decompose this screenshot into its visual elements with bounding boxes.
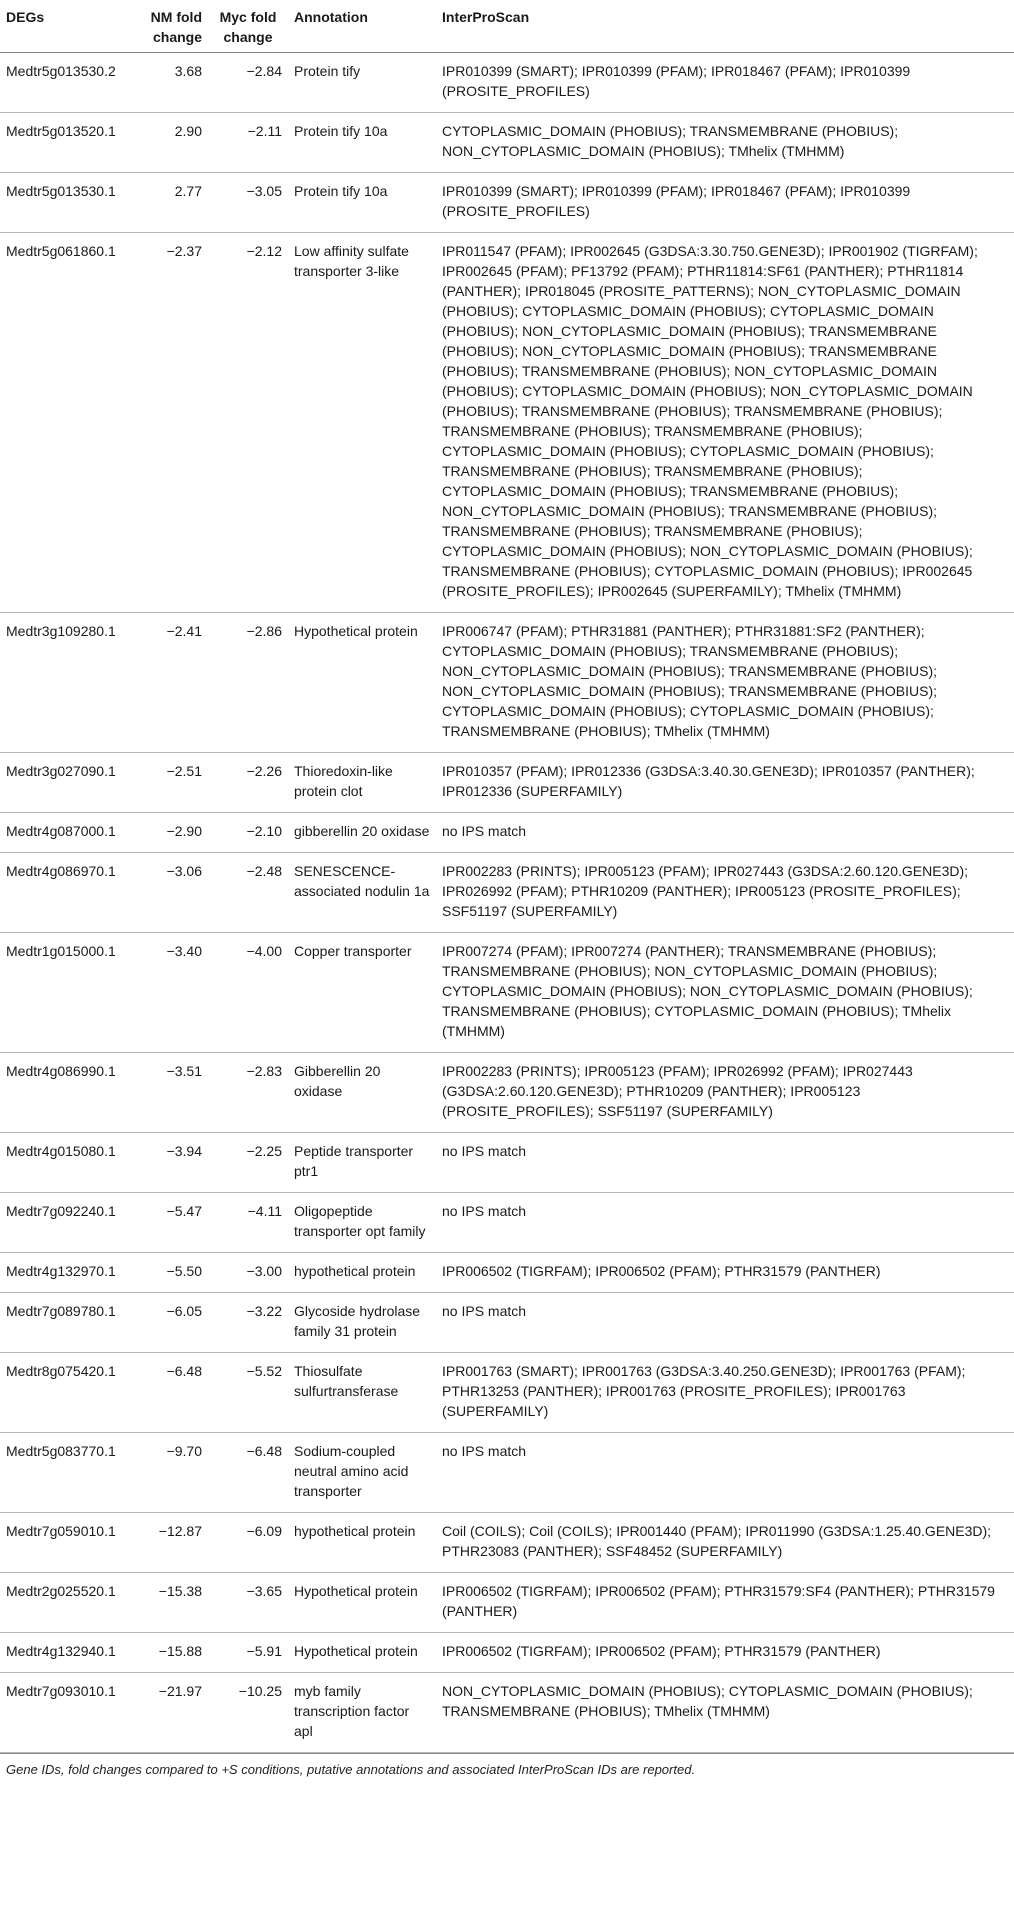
gene-id-cell: Medtr4g087000.1 xyxy=(0,813,140,853)
header-annotation: Annotation xyxy=(288,0,436,53)
annotation-cell: Hypothetical protein xyxy=(288,1633,436,1673)
annotation-cell: Gibberellin 20 oxidase xyxy=(288,1053,436,1133)
interproscan-cell: IPR002283 (PRINTS); IPR005123 (PFAM); IPR027443 (G3DSA:2.60.120.GENE3D); IPR026992 (PFAM); PTHR10209 (PANTHER); IPR005123 (PROSITE_PROFILES); SSF51197 (SUPERFAMILY) xyxy=(436,853,1014,933)
annotation-cell: Copper transporter xyxy=(288,933,436,1053)
myc-fold-change-cell: −10.25 xyxy=(208,1673,288,1753)
interproscan-cell: IPR010399 (SMART); IPR010399 (PFAM); IPR018467 (PFAM); IPR010399 (PROSITE_PROFILES) xyxy=(436,53,1014,113)
interproscan-cell: CYTOPLASMIC_DOMAIN (PHOBIUS); TRANSMEMBRANE (PHOBIUS); NON_CYTOPLASMIC_DOMAIN (PHOBIUS); TMhelix (TMHMM) xyxy=(436,113,1014,173)
gene-id-cell: Medtr4g086990.1 xyxy=(0,1053,140,1133)
nm-fold-change-cell: −2.41 xyxy=(140,613,208,753)
gene-id-cell: Medtr4g132970.1 xyxy=(0,1253,140,1293)
myc-fold-change-cell: −2.10 xyxy=(208,813,288,853)
header-myc-fold-change: Myc fold change xyxy=(208,0,288,53)
myc-fold-change-cell: −2.26 xyxy=(208,753,288,813)
gene-id-cell: Medtr2g025520.1 xyxy=(0,1573,140,1633)
interproscan-cell: no IPS match xyxy=(436,1433,1014,1513)
nm-fold-change-cell: 2.77 xyxy=(140,173,208,233)
table-header xyxy=(0,0,1014,53)
myc-fold-change-cell: −2.48 xyxy=(208,853,288,933)
myc-fold-change-cell: −3.05 xyxy=(208,173,288,233)
myc-fold-change-cell: −2.11 xyxy=(208,113,288,173)
table-row xyxy=(0,1253,1014,1293)
header-interproscan: InterProScan xyxy=(436,0,1014,53)
interproscan-cell: no IPS match xyxy=(436,1293,1014,1353)
annotation-cell: hypothetical protein xyxy=(288,1253,436,1293)
gene-id-cell: Medtr1g015000.1 xyxy=(0,933,140,1053)
myc-fold-change-cell: −2.86 xyxy=(208,613,288,753)
myc-fold-change-cell: −4.11 xyxy=(208,1193,288,1253)
table-row xyxy=(0,1433,1014,1513)
table-row xyxy=(0,933,1014,1053)
interproscan-cell: Coil (COILS); Coil (COILS); IPR001440 (PFAM); IPR011990 (G3DSA:1.25.40.GENE3D); PTHR23083 (PANTHER); SSF48452 (SUPERFAMILY) xyxy=(436,1513,1014,1573)
gene-id-cell: Medtr7g059010.1 xyxy=(0,1513,140,1573)
interproscan-cell: IPR006502 (TIGRFAM); IPR006502 (PFAM); PTHR31579:SF4 (PANTHER); PTHR31579 (PANTHER) xyxy=(436,1573,1014,1633)
annotation-cell: myb family transcription factor apl xyxy=(288,1673,436,1753)
gene-id-cell: Medtr3g109280.1 xyxy=(0,613,140,753)
table-body xyxy=(0,53,1014,1753)
gene-id-cell: Medtr7g092240.1 xyxy=(0,1193,140,1253)
table-row xyxy=(0,1053,1014,1133)
nm-fold-change-cell: −15.88 xyxy=(140,1633,208,1673)
gene-id-cell: Medtr4g086970.1 xyxy=(0,853,140,933)
annotation-cell: Protein tify 10a xyxy=(288,173,436,233)
table-row xyxy=(0,613,1014,753)
nm-fold-change-cell: −2.37 xyxy=(140,233,208,613)
nm-fold-change-cell: −6.48 xyxy=(140,1353,208,1433)
gene-id-cell: Medtr5g013520.1 xyxy=(0,113,140,173)
annotation-cell: Protein tify xyxy=(288,53,436,113)
annotation-cell: Hypothetical protein xyxy=(288,613,436,753)
myc-fold-change-cell: −3.65 xyxy=(208,1573,288,1633)
table-row xyxy=(0,1353,1014,1433)
nm-fold-change-cell: −3.40 xyxy=(140,933,208,1053)
myc-fold-change-cell: −6.09 xyxy=(208,1513,288,1573)
table-row xyxy=(0,1293,1014,1353)
interproscan-cell: IPR011547 (PFAM); IPR002645 (G3DSA:3.30.750.GENE3D); IPR001902 (TIGRFAM); IPR002645 (PFAM); PF13792 (PFAM); PTHR11814:SF61 (PANTHER); PTHR11814 (PANTHER); IPR018045 (PROSITE_PATTERNS); NON_CYTOPLASMIC_DOMAIN (PHOBIUS); CYTOPLASMIC_DOMAIN (PHOBIUS); CYTOPLASMIC_DOMAIN (PHOBIUS); NON_CYTOPLASMIC_DOMAIN (PHOBIUS); TRANSMEMBRANE (PHOBIUS); NON_CYTOPLASMIC_DOMAIN (PHOBIUS); TRANSMEMBRANE (PHOBIUS); TRANSMEMBRANE (PHOBIUS); NON_CYTOPLASMIC_DOMAIN (PHOBIUS); CYTOPLASMIC_DOMAIN (PHOBIUS); NON_CYTOPLASMIC_DOMAIN (PHOBIUS); TRANSMEMBRANE (PHOBIUS); TRANSMEMBRANE (PHOBIUS); TRANSMEMBRANE (PHOBIUS); TRANSMEMBRANE (PHOBIUS); CYTOPLASMIC_DOMAIN (PHOBIUS); CYTOPLASMIC_DOMAIN (PHOBIUS); TRANSMEMBRANE (PHOBIUS); TRANSMEMBRANE (PHOBIUS); CYTOPLASMIC_DOMAIN (PHOBIUS); TRANSMEMBRANE (PHOBIUS); NON_CYTOPLASMIC_DOMAIN (PHOBIUS); TRANSMEMBRANE (PHOBIUS); TRANSMEMBRANE (PHOBIUS); TRANSMEMBRANE (PHOBIUS); CYTOPLASMIC_DOMAIN (PHOBIUS); NON_CYTOPLASMIC_DOMAIN (PHOBIUS); TRANSMEMBRANE (PHOBIUS); CYTOPLASMIC_DOMAIN (PHOBIUS); IPR002645 (PROSITE_PROFILES); IPR002645 (SUPERFAMILY); TMhelix (TMHMM) xyxy=(436,233,1014,613)
myc-fold-change-cell: −2.83 xyxy=(208,1053,288,1133)
nm-fold-change-cell: −5.50 xyxy=(140,1253,208,1293)
table-row xyxy=(0,853,1014,933)
myc-fold-change-cell: −2.84 xyxy=(208,53,288,113)
table-row xyxy=(0,113,1014,173)
interproscan-cell: no IPS match xyxy=(436,813,1014,853)
annotation-cell: Hypothetical protein xyxy=(288,1573,436,1633)
gene-id-cell: Medtr7g093010.1 xyxy=(0,1673,140,1753)
table-row xyxy=(0,1133,1014,1193)
gene-id-cell: Medtr3g027090.1 xyxy=(0,753,140,813)
interproscan-cell: IPR010399 (SMART); IPR010399 (PFAM); IPR018467 (PFAM); IPR010399 (PROSITE_PROFILES) xyxy=(436,173,1014,233)
nm-fold-change-cell: −15.38 xyxy=(140,1573,208,1633)
annotation-cell: gibberellin 20 oxidase xyxy=(288,813,436,853)
nm-fold-change-cell: 2.90 xyxy=(140,113,208,173)
annotation-cell: Sodium-coupled neutral amino acid transporter xyxy=(288,1433,436,1513)
gene-id-cell: Medtr4g132940.1 xyxy=(0,1633,140,1673)
nm-fold-change-cell: −12.87 xyxy=(140,1513,208,1573)
gene-id-cell: Medtr7g089780.1 xyxy=(0,1293,140,1353)
table-row xyxy=(0,173,1014,233)
interproscan-cell: IPR010357 (PFAM); IPR012336 (G3DSA:3.40.30.GENE3D); IPR010357 (PANTHER); IPR012336 (SUPERFAMILY) xyxy=(436,753,1014,813)
annotation-cell: Thiosulfate sulfurtransferase xyxy=(288,1353,436,1433)
myc-fold-change-cell: −6.48 xyxy=(208,1433,288,1513)
nm-fold-change-cell: −21.97 xyxy=(140,1673,208,1753)
gene-id-cell: Medtr4g015080.1 xyxy=(0,1133,140,1193)
myc-fold-change-cell: −5.91 xyxy=(208,1633,288,1673)
table-row xyxy=(0,1573,1014,1633)
table-row xyxy=(0,813,1014,853)
table-row xyxy=(0,1633,1014,1673)
interproscan-cell: no IPS match xyxy=(436,1133,1014,1193)
table-row xyxy=(0,753,1014,813)
annotation-cell: Low affinity sulfate transporter 3-like xyxy=(288,233,436,613)
annotation-cell: SENESCENCE-associated nodulin 1a xyxy=(288,853,436,933)
gene-id-cell: Medtr5g083770.1 xyxy=(0,1433,140,1513)
myc-fold-change-cell: −3.00 xyxy=(208,1253,288,1293)
gene-id-cell: Medtr5g013530.1 xyxy=(0,173,140,233)
nm-fold-change-cell: −3.06 xyxy=(140,853,208,933)
interproscan-cell: IPR002283 (PRINTS); IPR005123 (PFAM); IPR026992 (PFAM); IPR027443 (G3DSA:2.60.120.GENE3D); PTHR10209 (PANTHER); IPR005123 (PROSITE_PROFILES); SSF51197 (SUPERFAMILY) xyxy=(436,1053,1014,1133)
myc-fold-change-cell: −3.22 xyxy=(208,1293,288,1353)
annotation-cell: Peptide transporter ptr1 xyxy=(288,1133,436,1193)
myc-fold-change-cell: −5.52 xyxy=(208,1353,288,1433)
nm-fold-change-cell: −3.51 xyxy=(140,1053,208,1133)
nm-fold-change-cell: −2.90 xyxy=(140,813,208,853)
myc-fold-change-cell: −4.00 xyxy=(208,933,288,1053)
nm-fold-change-cell: 3.68 xyxy=(140,53,208,113)
nm-fold-change-cell: −2.51 xyxy=(140,753,208,813)
interproscan-cell: IPR006747 (PFAM); PTHR31881 (PANTHER); PTHR31881:SF2 (PANTHER); CYTOPLASMIC_DOMAIN (PHOBIUS); TRANSMEMBRANE (PHOBIUS); NON_CYTOPLASMIC_DOMAIN (PHOBIUS); TRANSMEMBRANE (PHOBIUS); NON_CYTOPLASMIC_DOMAIN (PHOBIUS); TRANSMEMBRANE (PHOBIUS); CYTOPLASMIC_DOMAIN (PHOBIUS); CYTOPLASMIC_DOMAIN (PHOBIUS); TRANSMEMBRANE (PHOBIUS); TMhelix (TMHMM) xyxy=(436,613,1014,753)
interproscan-cell: IPR006502 (TIGRFAM); IPR006502 (PFAM); PTHR31579 (PANTHER) xyxy=(436,1633,1014,1673)
myc-fold-change-cell: −2.12 xyxy=(208,233,288,613)
nm-fold-change-cell: −6.05 xyxy=(140,1293,208,1353)
table-row xyxy=(0,1673,1014,1753)
table-footnote: Gene IDs, fold changes compared to +S conditions, putative annotations and associated InterProScan IDs are reported. xyxy=(0,1753,1014,1785)
header-degs: DEGs xyxy=(0,0,140,53)
nm-fold-change-cell: −3.94 xyxy=(140,1133,208,1193)
table-row xyxy=(0,53,1014,113)
gene-id-cell: Medtr5g061860.1 xyxy=(0,233,140,613)
annotation-cell: Glycoside hydrolase family 31 protein xyxy=(288,1293,436,1353)
annotation-cell: Protein tify 10a xyxy=(288,113,436,173)
annotation-cell: hypothetical protein xyxy=(288,1513,436,1573)
interproscan-cell: IPR007274 (PFAM); IPR007274 (PANTHER); TRANSMEMBRANE (PHOBIUS); TRANSMEMBRANE (PHOBIUS); NON_CYTOPLASMIC_DOMAIN (PHOBIUS); CYTOPLASMIC_DOMAIN (PHOBIUS); NON_CYTOPLASMIC_DOMAIN (PHOBIUS); TRANSMEMBRANE (PHOBIUS); CYTOPLASMIC_DOMAIN (PHOBIUS); TMhelix (TMHMM) xyxy=(436,933,1014,1053)
interproscan-cell: IPR006502 (TIGRFAM); IPR006502 (PFAM); PTHR31579 (PANTHER) xyxy=(436,1253,1014,1293)
table-row xyxy=(0,1193,1014,1253)
interproscan-cell: NON_CYTOPLASMIC_DOMAIN (PHOBIUS); CYTOPLASMIC_DOMAIN (PHOBIUS); TRANSMEMBRANE (PHOBIUS); TMhelix (TMHMM) xyxy=(436,1673,1014,1753)
nm-fold-change-cell: −5.47 xyxy=(140,1193,208,1253)
nm-fold-change-cell: −9.70 xyxy=(140,1433,208,1513)
table-row xyxy=(0,1513,1014,1573)
table-row xyxy=(0,233,1014,613)
annotation-cell: Thioredoxin-like protein clot xyxy=(288,753,436,813)
gene-id-cell: Medtr5g013530.2 xyxy=(0,53,140,113)
interproscan-cell: no IPS match xyxy=(436,1193,1014,1253)
gene-id-cell: Medtr8g075420.1 xyxy=(0,1353,140,1433)
interproscan-cell: IPR001763 (SMART); IPR001763 (G3DSA:3.40.250.GENE3D); IPR001763 (PFAM); PTHR13253 (PANTHER); IPR001763 (PROSITE_PROFILES); IPR001763 (SUPERFAMILY) xyxy=(436,1353,1014,1433)
header-nm-fold-change: NM fold change xyxy=(140,0,208,53)
myc-fold-change-cell: −2.25 xyxy=(208,1133,288,1193)
annotation-cell: Oligopeptide transporter opt family xyxy=(288,1193,436,1253)
header-row xyxy=(0,0,1014,53)
